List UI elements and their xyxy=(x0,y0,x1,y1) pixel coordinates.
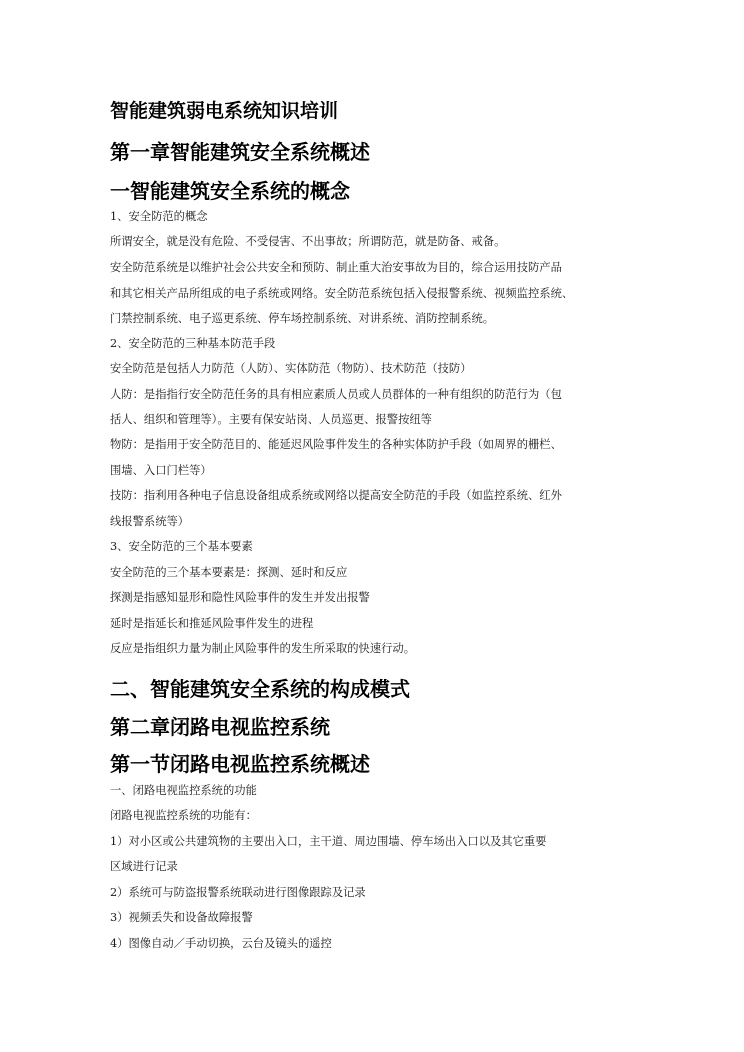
paragraph-line: 物防：是指用于安全防范目的、能延迟风险事件发生的各种实体防护手段（如周界的栅栏、 xyxy=(110,438,562,451)
paragraph: 安全防范是包括人力防范（人防）、实体防范（物防）、技术防范（技防） xyxy=(110,362,472,375)
paragraph-line: 括人、组织和管理等）。主要有保安站岗、人员巡更、报警按纽等 xyxy=(110,413,432,426)
list-item: 2）系统可与防盗报警系统联动进行图像跟踪及记录 xyxy=(110,886,366,899)
list-item: 1）对小区或公共建筑物的主要出入口，主干道、周边围墙、停车场出入口以及其它重要 xyxy=(110,835,547,848)
list-item: 4）图像自动／手动切换，云台及镜头的遥控 xyxy=(110,937,332,950)
list-item-heading: 1、安全防范的概念 xyxy=(110,210,208,223)
paragraph: 安全防范的三个基本要素是：探测、延时和反应 xyxy=(110,566,348,579)
paragraph: 闭路电视监控系统的功能有： xyxy=(110,809,257,822)
paragraph-line: 和其它相关产品所组成的电子系统或网络。安全防范系统包括入侵报警系统、视频监控系统、 xyxy=(110,287,574,300)
paragraph: 探测是指感知显形和隐性风险事件的发生并发出报警 xyxy=(110,591,370,604)
document-title: 智能建筑弱电系统知识培训 xyxy=(110,100,339,122)
paragraph-line: 人防：是指指行安全防范任务的具有相应素质人员或人员群体的一种有组织的防范行为（包 xyxy=(110,388,562,401)
chapter-2-title: 第二章闭路电视监控系统 xyxy=(110,715,330,739)
paragraph-line: 门禁控制系统、电子巡更系统、停车场控制系统、对讲系统、消防控制系统。 xyxy=(110,312,495,325)
chapter-1-title: 第一章智能建筑安全系统概述 xyxy=(110,140,370,164)
chapter-2-section-1-title: 第一节闭路电视监控系统概述 xyxy=(110,752,370,776)
paragraph: 延时是指延长和推延风险事件发生的进程 xyxy=(110,617,314,630)
section-2-title: 二、智能建筑安全系统的构成模式 xyxy=(110,677,410,701)
paragraph: 所谓安全，就是没有危险、不受侵害、不出事故；所谓防范，就是防备、戒备。 xyxy=(110,235,506,248)
paragraph-line: 安全防范系统是以维护社会公共安全和预防、制止重大治安事故为目的，综合运用技防产品 xyxy=(110,261,562,274)
paragraph-line: 技防：指利用各种电子信息设备组成系统或网络以提高安全防范的手段（如监控系统、红外 xyxy=(110,489,562,502)
list-item: 3）视频丢失和设备故障报警 xyxy=(110,911,253,924)
list-item-continuation: 区域进行记录 xyxy=(110,860,178,873)
paragraph: 反应是指组织力量为制止风险事件的发生所采取的快速行动。 xyxy=(110,642,416,655)
section-1-title: 一智能建筑安全系统的概念 xyxy=(110,179,350,203)
list-item-heading: 2、安全防范的三种基本防范手段 xyxy=(110,337,276,350)
list-item-heading: 3、安全防范的三个基本要素 xyxy=(110,540,253,553)
paragraph-line: 围墙、入口门栏等） xyxy=(110,464,212,477)
list-item-heading: 一、闭路电视监控系统的功能 xyxy=(110,784,257,797)
paragraph-line: 线报警系统等） xyxy=(110,515,190,528)
